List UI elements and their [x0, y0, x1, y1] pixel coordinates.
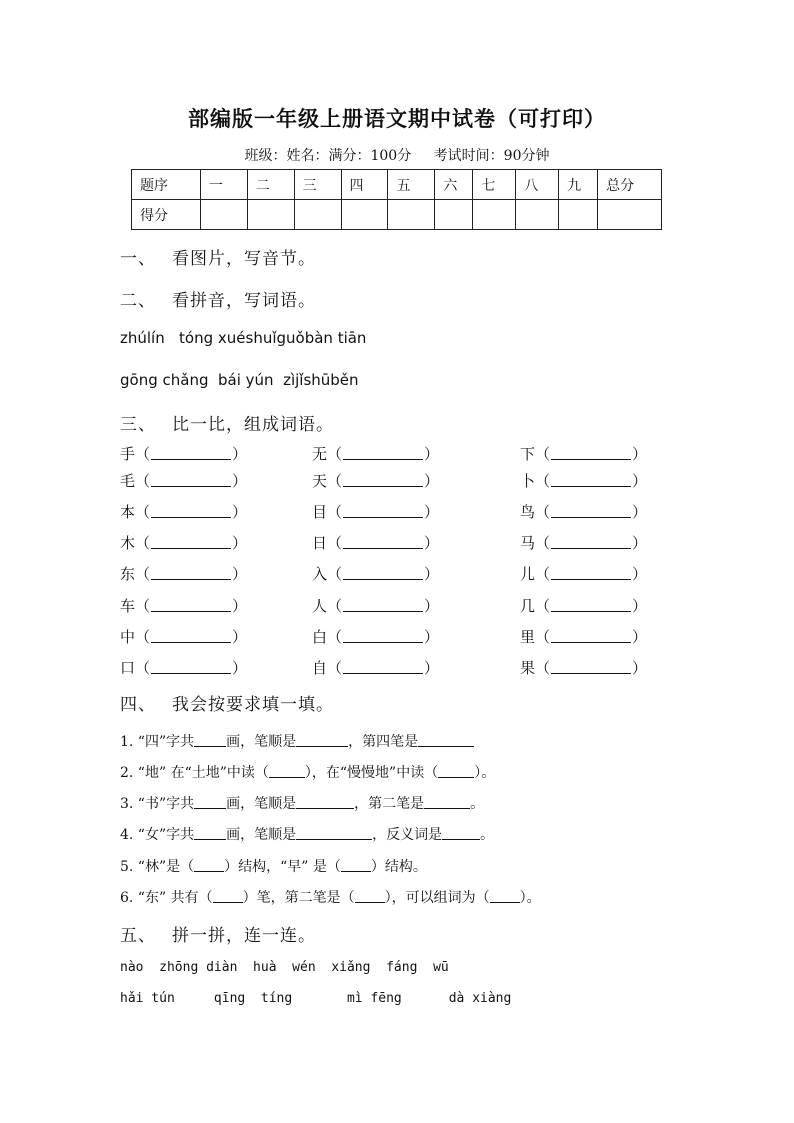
header-cell: 二 — [247, 170, 294, 200]
word-blank[interactable] — [551, 534, 631, 549]
close-paren: ） — [424, 628, 440, 646]
close-paren: ） — [424, 597, 440, 615]
compare-character: 毛 — [120, 472, 136, 490]
compare-character: 马 — [520, 534, 536, 552]
word-blank[interactable] — [151, 565, 231, 580]
open-paren: （ — [327, 503, 343, 521]
header-cell: 九 — [559, 170, 598, 200]
compare-item — [312, 657, 439, 678]
header-cell: 七 — [473, 170, 516, 200]
section-3-heading — [120, 410, 334, 435]
compare-character: 目 — [312, 503, 328, 521]
close-paren: ） — [632, 472, 648, 490]
score-cell[interactable] — [341, 200, 388, 230]
item-text: ，第四笔是 — [348, 734, 419, 750]
open-paren: （ — [135, 565, 151, 583]
compare-character: 东 — [120, 565, 136, 583]
compare-item — [312, 443, 439, 464]
score-cell[interactable] — [200, 200, 247, 230]
compare-character: 几 — [520, 597, 536, 615]
compare-item — [520, 501, 647, 522]
open-paren: （ — [535, 472, 551, 490]
close-paren: ） — [232, 659, 248, 677]
compare-item — [120, 501, 247, 522]
section-1-heading — [120, 244, 316, 269]
pinyin-match-line-2: hǎi tún qīng tíng mì fēng dà xiàng — [120, 991, 512, 1006]
open-paren: （ — [135, 503, 151, 521]
answer-blank[interactable] — [438, 764, 474, 778]
item-text: ），可以组词为（ — [384, 890, 490, 906]
word-blank[interactable] — [343, 565, 423, 580]
question-4-item-6 — [120, 887, 541, 907]
compare-item — [520, 626, 647, 647]
close-paren: ） — [424, 565, 440, 583]
section-2-heading — [120, 286, 316, 311]
header-cell: 三 — [294, 170, 341, 200]
word-blank[interactable] — [551, 445, 631, 460]
item-text: 画，笔顺是 — [226, 734, 297, 750]
word-blank[interactable] — [551, 503, 631, 518]
score-row-label: 得分 — [132, 200, 201, 230]
word-blank[interactable] — [343, 472, 423, 487]
word-blank[interactable] — [551, 565, 631, 580]
word-blank[interactable] — [343, 659, 423, 674]
header-cell: 四 — [341, 170, 388, 200]
header-cell: 一 — [200, 170, 247, 200]
item-text: ）笔，第二笔是（ — [242, 890, 355, 906]
compare-item — [312, 626, 439, 647]
word-blank[interactable] — [151, 534, 231, 549]
page-title: 部编版一年级上册语文期中试卷（可打印） — [188, 106, 606, 131]
open-paren: （ — [535, 534, 551, 552]
item-text: ）结构，“早” 是（ — [224, 859, 341, 875]
answer-blank[interactable] — [296, 795, 354, 809]
score-cell[interactable] — [598, 200, 662, 230]
class-name-score-label: 班级：姓名：满分：100分 — [244, 148, 412, 164]
item-text: ）。 — [474, 765, 496, 781]
open-paren: （ — [327, 597, 343, 615]
answer-blank[interactable] — [442, 826, 480, 840]
score-table-score-row — [132, 200, 662, 230]
compare-item — [120, 563, 247, 584]
header-cell: 总分 — [598, 170, 662, 200]
compare-item — [520, 657, 647, 678]
section-5-heading — [120, 921, 316, 946]
open-paren: （ — [327, 445, 343, 463]
compare-character: 日 — [312, 534, 328, 552]
score-cell[interactable] — [559, 200, 598, 230]
close-paren: ） — [632, 503, 648, 521]
word-blank[interactable] — [151, 628, 231, 643]
word-blank[interactable] — [151, 659, 231, 674]
close-paren: ） — [632, 445, 648, 463]
compare-character: 无 — [312, 445, 328, 463]
word-blank[interactable] — [343, 597, 423, 612]
compare-item — [312, 595, 439, 616]
open-paren: （ — [327, 628, 343, 646]
item-text: 。 — [470, 796, 485, 812]
compare-item — [312, 470, 439, 491]
close-paren: ） — [632, 659, 648, 677]
open-paren: （ — [535, 659, 551, 677]
score-cell[interactable] — [516, 200, 559, 230]
compare-item — [120, 443, 247, 464]
answer-blank[interactable] — [355, 889, 385, 903]
compare-character: 车 — [120, 597, 136, 615]
compare-item — [120, 657, 247, 678]
score-cell[interactable] — [473, 200, 516, 230]
answer-blank[interactable] — [194, 826, 226, 840]
word-blank[interactable] — [343, 445, 423, 460]
answer-blank[interactable] — [424, 795, 470, 809]
item-text: ，第二笔是 — [354, 796, 425, 812]
answer-blank[interactable] — [296, 733, 348, 747]
answer-blank[interactable] — [269, 764, 305, 778]
answer-blank[interactable] — [194, 733, 226, 747]
section-text: 我会按要求填一填。 — [172, 695, 334, 715]
answer-blank[interactable] — [490, 889, 520, 903]
compare-character: 口 — [120, 659, 136, 677]
answer-blank[interactable] — [194, 795, 226, 809]
compare-item — [120, 595, 247, 616]
close-paren: ） — [632, 565, 648, 583]
compare-item — [120, 532, 247, 553]
score-cell[interactable] — [435, 200, 473, 230]
open-paren: （ — [135, 445, 151, 463]
word-blank[interactable] — [343, 503, 423, 518]
close-paren: ） — [632, 534, 648, 552]
score-cell[interactable] — [247, 200, 294, 230]
answer-blank[interactable] — [418, 733, 474, 747]
compare-row — [0, 501, 794, 525]
section-text: 看图片，写音节。 — [172, 249, 316, 269]
pinyin-line-2: gōng chǎng bái yún zìjǐshūběn — [120, 371, 359, 389]
close-paren: ） — [232, 565, 248, 583]
compare-item — [520, 532, 647, 553]
score-cell[interactable] — [294, 200, 341, 230]
open-paren: （ — [327, 565, 343, 583]
close-paren: ） — [424, 503, 440, 521]
open-paren: （ — [535, 597, 551, 615]
question-4-item-3 — [120, 793, 484, 813]
word-blank[interactable] — [151, 597, 231, 612]
section-number: 四、 — [120, 695, 156, 715]
word-blank[interactable] — [151, 472, 231, 487]
section-text: 比一比，组成词语。 — [172, 415, 334, 435]
header-cell: 五 — [388, 170, 435, 200]
compare-character: 果 — [520, 659, 536, 677]
compare-row — [0, 595, 794, 619]
close-paren: ） — [424, 659, 440, 677]
open-paren: （ — [135, 659, 151, 677]
compare-row — [0, 443, 794, 467]
compare-character: 里 — [520, 628, 536, 646]
score-table — [131, 169, 662, 230]
open-paren: （ — [535, 565, 551, 583]
score-table-header-row — [132, 170, 662, 200]
section-number: 五、 — [120, 926, 156, 946]
word-blank[interactable] — [343, 534, 423, 549]
open-paren: （ — [135, 597, 151, 615]
word-blank[interactable] — [151, 445, 231, 460]
close-paren: ） — [424, 534, 440, 552]
compare-row — [0, 532, 794, 556]
item-text: 画，笔顺是 — [226, 796, 297, 812]
item-text: ，反义词是 — [372, 827, 443, 843]
exam-info — [0, 145, 794, 165]
compare-item — [312, 563, 439, 584]
pinyin-match-line-1: nào zhōng diàn huà wén xiǎng fáng wū — [120, 960, 449, 975]
compare-character: 本 — [120, 503, 136, 521]
close-paren: ） — [424, 472, 440, 490]
header-cell: 六 — [435, 170, 473, 200]
compare-row — [0, 470, 794, 494]
item-text: ），在“慢慢地”中读（ — [304, 765, 439, 781]
compare-character: 鸟 — [520, 503, 536, 521]
compare-item — [520, 470, 647, 491]
compare-row — [0, 626, 794, 650]
answer-blank[interactable] — [213, 889, 243, 903]
word-blank[interactable] — [151, 503, 231, 518]
question-4-item-4 — [120, 824, 494, 844]
question-4-item-1 — [120, 731, 474, 751]
compare-character: 木 — [120, 534, 136, 552]
item-text: ）结构。 — [370, 859, 427, 875]
open-paren: （ — [327, 659, 343, 677]
item-text: 3. “书”字共 — [120, 796, 195, 812]
compare-row — [0, 563, 794, 587]
compare-character: 入 — [312, 565, 328, 583]
close-paren: ） — [232, 503, 248, 521]
compare-item — [520, 595, 647, 616]
compare-character: 卜 — [520, 472, 536, 490]
compare-item — [312, 501, 439, 522]
close-paren: ） — [232, 597, 248, 615]
close-paren: ） — [632, 628, 648, 646]
open-paren: （ — [135, 472, 151, 490]
question-4-item-5 — [120, 856, 427, 876]
pinyin-line-1: zhúlín tóng xuéshuǐguǒbàn tiān — [120, 329, 367, 347]
compare-character: 白 — [312, 628, 328, 646]
section-number: 二、 — [120, 291, 156, 311]
word-blank[interactable] — [551, 472, 631, 487]
word-blank[interactable] — [551, 659, 631, 674]
item-text: 6. “东” 共有（ — [120, 890, 213, 906]
answer-blank[interactable] — [341, 858, 371, 872]
compare-character: 自 — [312, 659, 328, 677]
compare-item — [520, 563, 647, 584]
item-text: 2. “地” 在“土地”中读（ — [120, 765, 269, 781]
open-paren: （ — [135, 628, 151, 646]
score-cell[interactable] — [388, 200, 435, 230]
header-cell: 题序 — [132, 170, 201, 200]
open-paren: （ — [327, 472, 343, 490]
answer-blank[interactable] — [296, 826, 372, 840]
exam-time-label: 考试时间：90分钟 — [433, 148, 550, 164]
word-blank[interactable] — [343, 628, 423, 643]
compare-character: 中 — [120, 628, 136, 646]
question-4-item-2 — [120, 762, 495, 782]
open-paren: （ — [535, 445, 551, 463]
compare-character: 手 — [120, 445, 136, 463]
item-text: 4. “女”字共 — [120, 827, 195, 843]
close-paren: ） — [232, 445, 248, 463]
compare-item — [120, 470, 247, 491]
compare-item — [520, 443, 647, 464]
compare-character: 儿 — [520, 565, 536, 583]
close-paren: ） — [232, 628, 248, 646]
compare-character: 下 — [520, 445, 536, 463]
word-blank[interactable] — [551, 628, 631, 643]
compare-item — [312, 532, 439, 553]
compare-character: 人 — [312, 597, 328, 615]
close-paren: ） — [424, 445, 440, 463]
compare-character: 天 — [312, 472, 328, 490]
word-blank[interactable] — [551, 597, 631, 612]
close-paren: ） — [232, 472, 248, 490]
section-text: 拼一拼，连一连。 — [172, 926, 316, 946]
item-text: 1. “四”字共 — [120, 734, 195, 750]
section-text: 看拼音，写词语。 — [172, 291, 316, 311]
open-paren: （ — [327, 534, 343, 552]
section-number: 三、 — [120, 415, 156, 435]
open-paren: （ — [535, 503, 551, 521]
item-text: ）。 — [519, 890, 541, 906]
open-paren: （ — [135, 534, 151, 552]
item-text: 5. “林”是（ — [120, 859, 195, 875]
section-4-heading — [120, 690, 334, 715]
close-paren: ） — [632, 597, 648, 615]
item-text: 画，笔顺是 — [226, 827, 297, 843]
section-number: 一、 — [120, 249, 156, 269]
compare-row — [0, 657, 794, 681]
header-cell: 八 — [516, 170, 559, 200]
open-paren: （ — [535, 628, 551, 646]
compare-item — [120, 626, 247, 647]
item-text: 。 — [480, 827, 495, 843]
close-paren: ） — [232, 534, 248, 552]
answer-blank[interactable] — [194, 858, 224, 872]
